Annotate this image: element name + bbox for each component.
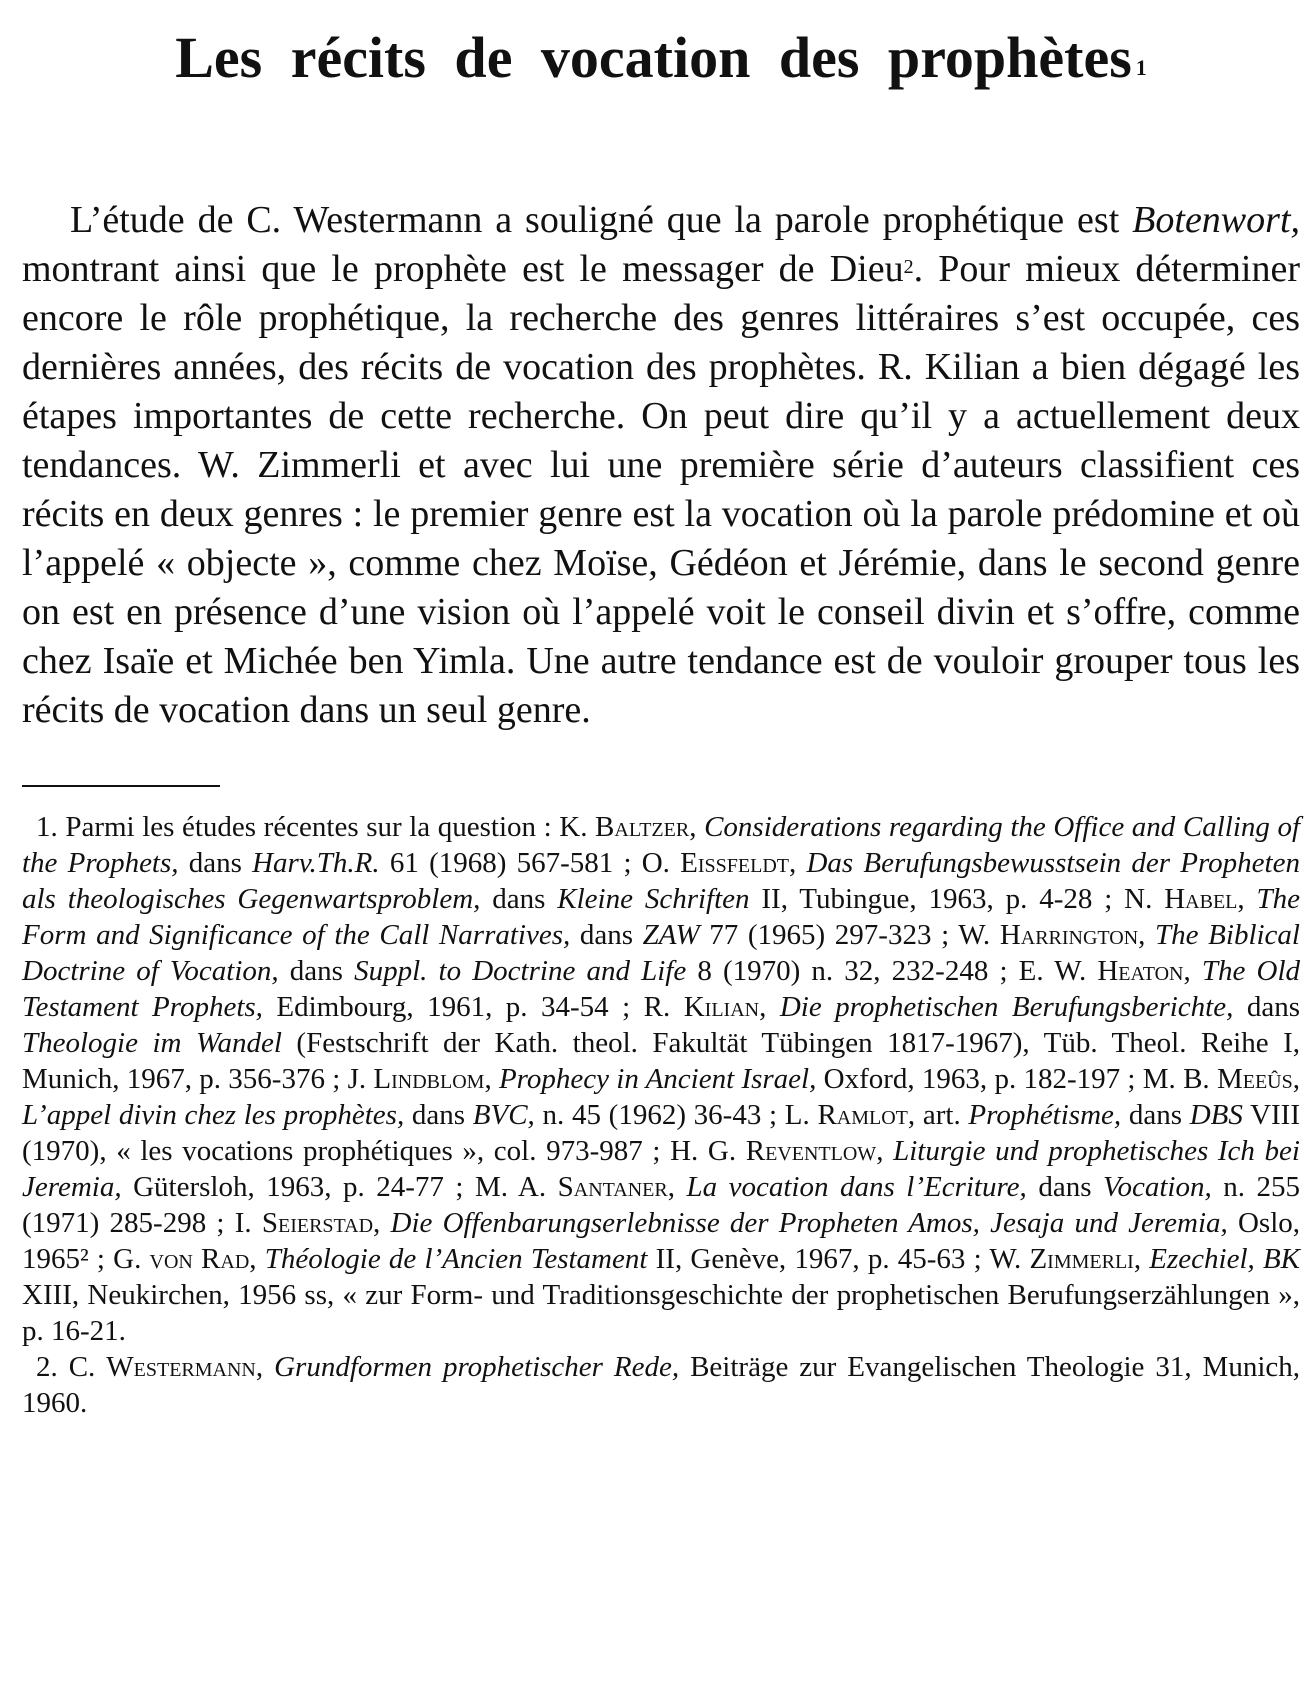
text-run: montrant ainsi que le prophète est le messager de Dieu — [22, 248, 904, 290]
italic-run: Theologie im Wandel — [22, 1027, 282, 1059]
italic-run: Ezechiel, BK — [1149, 1243, 1301, 1275]
author-name: Baltzer — [595, 811, 690, 843]
text-run: II, Genève, 1967, p. 45-63 ; W. — [647, 1243, 1030, 1275]
text-run: II, Tubingue, 1963, p. 4-28 ; N. — [749, 883, 1165, 915]
text-run: , — [1138, 919, 1156, 951]
footnote-divider — [22, 785, 220, 787]
italic-run: Théologie de l’Ancien Testament — [264, 1243, 648, 1275]
text-run: , art. — [907, 1099, 969, 1131]
author-name: Habel — [1164, 883, 1238, 915]
italic-run: Grundformen prophetischer Rede, — [274, 1351, 680, 1383]
italic-run: La vocation dans l’Ecriture, — [686, 1171, 1027, 1203]
text-run: n. 255 (1971) 285-298 ; I. — [22, 1171, 1301, 1239]
title-footnote-marker: 1 — [1135, 55, 1147, 80]
author-name: Reventlow — [745, 1135, 877, 1167]
text-run: dans — [570, 919, 643, 951]
text-run: dans — [278, 955, 355, 987]
italic-run: Das Berufungsbewusstsein der Propheten als theologisches Gegenwartsproblem, — [22, 847, 1300, 915]
text-run: (Festschrift der Kath. theol. Fakultät Tübingen 1817-1967), Tüb. Theol. Reihe I, Munich, 1967, p. 356-376 ; J. — [22, 1027, 1300, 1095]
body-paragraph — [22, 196, 1300, 735]
italic-run: Liturgie und prophetisches Ich bei Jeremia, — [22, 1135, 1300, 1203]
text-run: , — [255, 1351, 275, 1383]
text-run: , — [1292, 1063, 1300, 1095]
text-run: , — [373, 1207, 391, 1239]
text-run: dans — [178, 847, 253, 879]
italic-run: The Biblical Doctrine of Vocation, — [22, 919, 1300, 987]
text-run: Beiträge zur Evangelischen Theologie 31, Munich, 1960. — [22, 1351, 1301, 1419]
text-run: 77 (1965) 297-323 ; W. — [699, 919, 1000, 951]
italic-run: BVC, — [472, 1099, 535, 1131]
italic-run: The Old Testament Prophets, — [22, 955, 1301, 1023]
text-run: , — [667, 1171, 687, 1203]
author-name: Ramlot — [817, 1099, 908, 1131]
text-run: 61 (1968) 567-581 ; O. — [379, 847, 681, 879]
italic-run: Suppl. to Doctrine and Life — [354, 955, 687, 987]
text-run: XIII, Neukirchen, 1956 ss, « zur Form- und Traditionsgeschichte der prophetischen Berufungserzählungen », p. 16-21. — [22, 1279, 1300, 1347]
text-run: C. — [57, 1351, 107, 1383]
author-name: Heaton — [1097, 955, 1184, 987]
text-run: dans — [1026, 1171, 1103, 1203]
text-run: , — [689, 811, 705, 843]
author-name: Lindblom — [373, 1063, 485, 1095]
italic-run: The Form and Significance of the Call Narratives, — [22, 883, 1300, 951]
text-run: , — [1237, 883, 1257, 915]
italic-run: DBS — [1189, 1099, 1243, 1131]
footnote-number: 2. — [36, 1351, 58, 1383]
author-name: Kilian — [683, 991, 760, 1023]
text-run: dans — [404, 1099, 473, 1131]
author-name: Seierstad — [261, 1207, 374, 1239]
italic-run: L’appel divin chez les prophètes, — [22, 1099, 405, 1131]
text-run: VIII (1970), « les vocations prophétiques », col. 973-987 ; H. G. — [22, 1099, 1300, 1167]
italic-run: Vocation, — [1103, 1171, 1212, 1203]
text-run: Oslo, 1965² ; G. — [22, 1207, 1301, 1275]
footnote-number: 1. — [36, 811, 58, 843]
text-run: , — [1133, 1243, 1150, 1275]
text-run: dans — [1233, 991, 1300, 1023]
text-run: Parmi les études récentes sur la question : K. — [57, 811, 596, 843]
text-run: dans — [1121, 1099, 1190, 1131]
italic-run: Prophétisme, — [968, 1099, 1122, 1131]
italic-run: Die prophetischen Berufungsberichte, — [779, 991, 1234, 1023]
footnote-marker: 2 — [903, 256, 914, 278]
text-run: , — [876, 1135, 894, 1167]
footnote-1 — [22, 809, 1300, 1349]
italic-run: ZAW — [642, 919, 700, 951]
footnotes — [22, 809, 1300, 1421]
text-run: L’étude de C. Westermann a souligné que la parole prophétique est — [70, 199, 1133, 241]
author-name: Santaner — [557, 1171, 668, 1203]
text-run: 8 (1970) n. 32, 232-248 ; E. W. — [686, 955, 1098, 987]
document-page — [22, 0, 1300, 1421]
author-name: Eissfeldt — [680, 847, 789, 879]
text-run: Oxford, 1963, p. 182-197 ; M. B. — [816, 1063, 1217, 1095]
text-run: . Pour mieux déterminer encore le rôle prophétique, la recherche des genres littéraires s’est occupée, ces dernières années, des récits de vocation des prophètes. R. Kilian a bien dégagé les étapes importantes de cette recherche. On peut dire qu’il y a actuellement deux tendances. W. Zimmerli et avec lui une première série d’auteurs classifient ces récits en deux genres : le premier genre est la vocation où la parole prédomine et où l’appelé « objecte », comme chez Moïse, Gédéon et Jérémie, dans le second genre on est en présence d’une vision où l’appelé voit le conseil divin et s’offre, comme chez Isaïe et Michée ben Yimla. Une autre tendance est de vouloir grouper tous les récits de vocation dans un seul genre. — [22, 248, 1300, 731]
author-name: Harrington — [999, 919, 1139, 951]
title-text: Les récits de vocation des prophètes — [175, 25, 1132, 90]
italic-run: Kleine Schriften — [557, 883, 750, 915]
text-run: Edimbourg, 1961, p. 34-54 ; R. — [262, 991, 684, 1023]
footnote-2 — [22, 1349, 1300, 1421]
text-run: dans — [480, 883, 558, 915]
text-run: , — [759, 991, 780, 1023]
author-name: von Rad — [149, 1243, 250, 1275]
text-run: , — [249, 1243, 265, 1275]
author-name: Meeûs — [1216, 1063, 1293, 1095]
text-run: , — [484, 1063, 499, 1095]
author-name: Westermann — [106, 1351, 256, 1383]
italic-run: Considerations regarding the Office and Calling of the Prophets, — [22, 811, 1301, 879]
text-run: n. 45 (1962) 36-43 ; L. — [534, 1099, 818, 1131]
italic-run: Harv.Th.R. — [252, 847, 380, 879]
text-run: , — [1183, 955, 1202, 987]
text-run: , — [788, 847, 807, 879]
italic-run: Prophecy in Ancient Israel, — [498, 1063, 817, 1095]
italic-run: Die Offenbarungserlebnisse der Propheten Amos, Jesaja und Jeremia, — [390, 1207, 1228, 1239]
author-name: Zimmerli — [1029, 1243, 1134, 1275]
italic-run: Botenwort, — [1132, 199, 1300, 241]
page-title — [22, 22, 1300, 94]
text-run: Gütersloh, 1963, p. 24-77 ; M. A. — [121, 1171, 558, 1203]
